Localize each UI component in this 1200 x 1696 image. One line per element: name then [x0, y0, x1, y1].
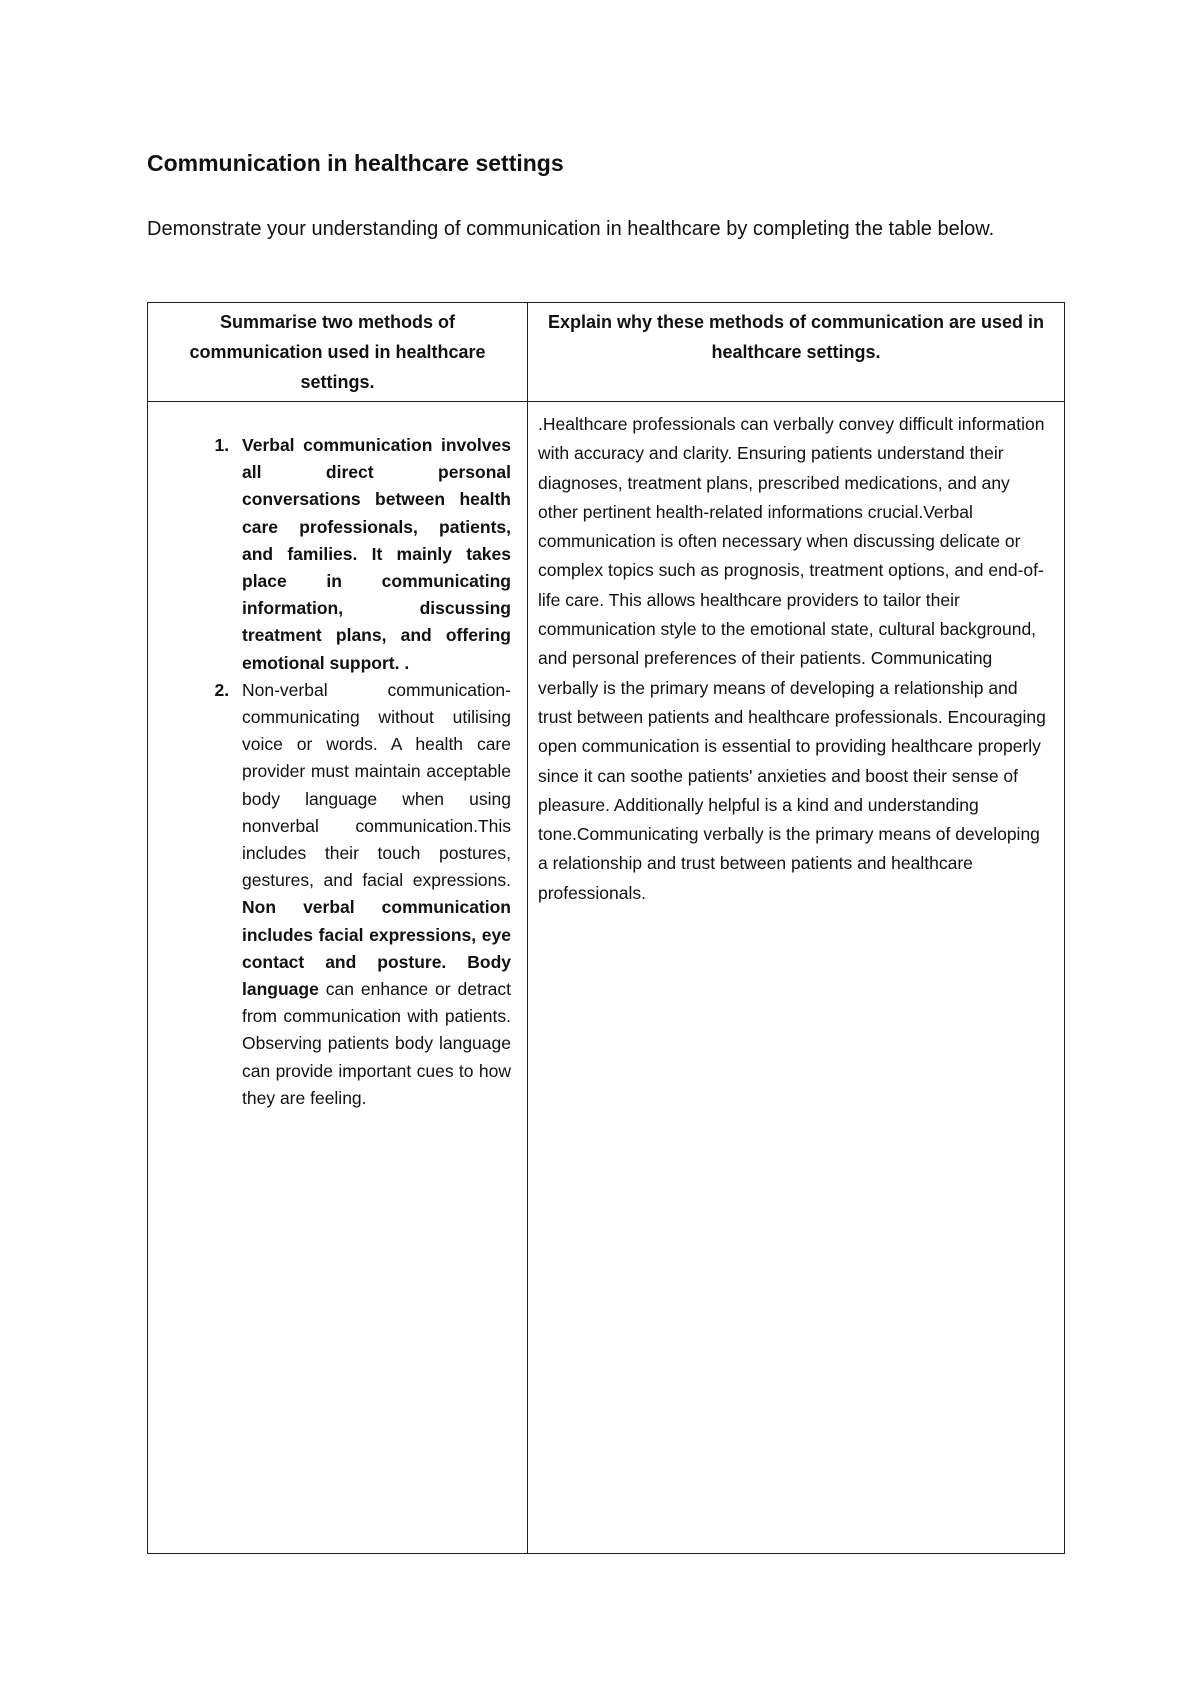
explanation-cell: .Healthcare professionals can verbally convey difficult information with accuracy and clarity. Ensuring patients understand their diagnoses, treatment plans, prescribed medications, and any other pertinent health-related informations crucial.Verbal communication is often necessary when discussing delicate or complex topics such as prognosis, treatment options, and end-of-life care. This allows healthcare providers to tailor their communication style to the emotional state, cultural background, and personal preferences of their patients. Communicating verbally is the primary means of developing a relationship and trust between patients and healthcare professionals. Encouraging open communication is essential to providing healthcare properly since it can soothe patients' anxieties and boost their sense of pleasure. Additionally helpful is a kind and understanding tone.Communicating verbally is the primary means of developing a relationship and trust between patients and healthcare professionals. — [528, 402, 1065, 1554]
header-methods: Summarise two methods of communication used in healthcare settings. — [148, 303, 528, 402]
method-nonverbal — [234, 677, 511, 1112]
page-title: Communication in healthcare settings — [147, 150, 564, 176]
table-header-row — [148, 303, 1065, 402]
method-nonverbal-end-text: can enhance or detract from communication with patients. Observing patients body language can provide important cues to how they are feeling. — [242, 979, 511, 1108]
methods-cell — [148, 402, 528, 1554]
table-row — [148, 402, 1065, 1554]
header-explanation: Explain why these methods of communication are used in healthcare settings. — [528, 303, 1065, 402]
method-verbal-text: Verbal communication involves all direct personal conversations between health care professionals, patients, and families. It mainly takes place in communicating information, discussing treatment plans, and offering emotional support. . — [242, 435, 511, 673]
methods-list — [158, 432, 511, 1112]
communication-table — [147, 302, 1065, 1554]
method-verbal — [234, 432, 511, 677]
method-nonverbal-bold-text: Non verbal communication includes facial expressions, eye contact and posture. Body language — [242, 897, 511, 1000]
intro-paragraph: Demonstrate your understanding of communication in healthcare by completing the table below. — [147, 218, 995, 240]
method-nonverbal-text: Non-verbal communication- communicating without utilising voice or words. A health care provider must maintain acceptable body language when using nonverbal communication.This includes their touch postures, gestures, and facial expressions. — [242, 679, 511, 891]
